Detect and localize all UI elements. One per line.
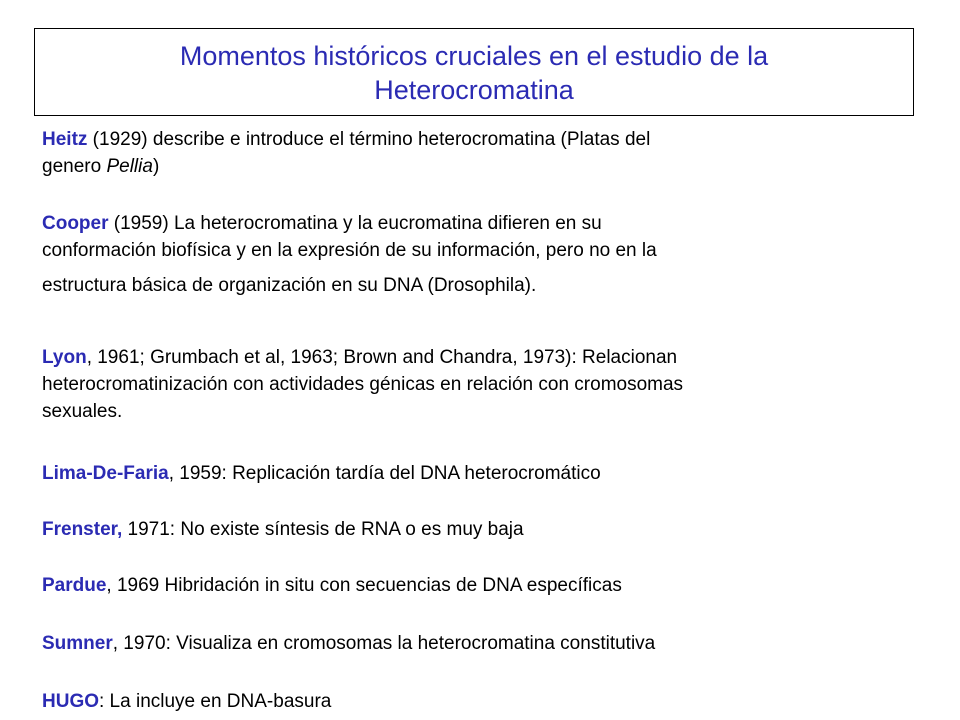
entry-text: , 1970: Visualiza en cromosomas la heterocromatina constitutiva [112, 633, 656, 654]
entry-text: (1959) La heterocromatina y la eucromatina difieren en su [108, 213, 602, 234]
entry-text: , 1969 Hibridación in situ con secuencias de DNA específicas [106, 575, 622, 596]
entry-author: Lyon [42, 347, 87, 368]
entry-cooper [42, 210, 902, 299]
entry-heitz [42, 126, 902, 180]
entry-author: HUGO [42, 691, 99, 712]
entry-line: sexuales. [42, 401, 123, 422]
entry-pardue [42, 572, 902, 599]
entry-lyon [42, 344, 902, 425]
entry-text: (1929) describe e introduce el término heterocromatina (Platas del [87, 129, 651, 150]
entry-author: Lima-De-Faria [42, 463, 169, 484]
entry-author: Heitz [42, 129, 88, 150]
entry-author: Frenster, [42, 519, 123, 540]
entry-author: Cooper [42, 213, 109, 234]
entry-text: , 1959: Replicación tardía del DNA heterocromático [168, 463, 601, 484]
entry-text: genero [42, 156, 107, 177]
entry-text: ) [152, 156, 160, 177]
title-line-2: Heterocromatina [374, 75, 574, 105]
entry-line: conformación biofísica y en la expresión de su información, pero no en la [42, 240, 657, 261]
entry-line [42, 153, 902, 180]
entry-lima-de-faria [42, 460, 902, 487]
entry-text: : La incluye en DNA-basura [99, 691, 332, 712]
entry-italic-text: Pellia [106, 156, 153, 177]
entry-author: Sumner [42, 633, 113, 654]
entry-line: estructura básica de organización en su DNA (Drosophila). [42, 275, 537, 296]
title-box [34, 28, 914, 116]
entry-text: , 1961; Grumbach et al, 1963; Brown and Chandra, 1973): Relacionan [86, 347, 678, 368]
entry-line [42, 210, 902, 237]
title-line-1: Momentos históricos cruciales en el estudio de la [179, 41, 769, 71]
entry-line [42, 126, 902, 153]
entry-line [42, 344, 902, 371]
entry-hugo [42, 688, 902, 715]
entry-frenster [42, 516, 902, 543]
entry-author: Pardue [42, 575, 107, 596]
entry-text: 1971: No existe síntesis de RNA o es muy baja [122, 519, 524, 540]
entry-sumner [42, 630, 902, 657]
entry-line: heterocromatinización con actividades génicas en relación con cromosomas [42, 374, 684, 395]
